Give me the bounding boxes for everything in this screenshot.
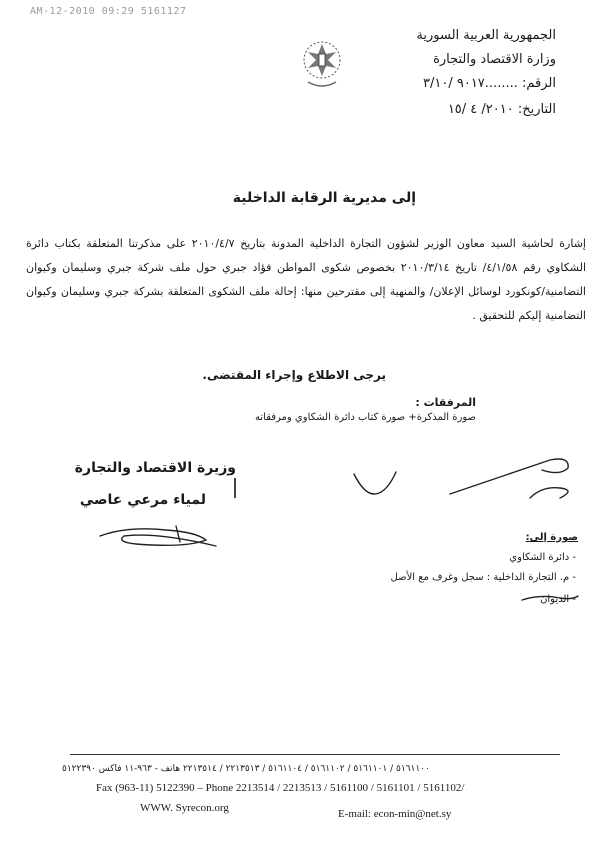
state-emblem-icon bbox=[298, 36, 346, 92]
approval-mark bbox=[350, 464, 400, 504]
footer-phones-arabic: ٥١٦١١٠٠ / ٥١٦١١٠١ / ٥١٦١١٠٢ / ٥١٦١١٠٤ / ٢٢١٣٥١٣ / ٢٢١٣٥١٤ هاتف - ٩٦٣-١١ فاكس ٥١٢٢٣٩٠ bbox=[62, 764, 430, 774]
minister-name: لمياء مرعي عاصي bbox=[79, 492, 206, 508]
copy-item: - دائرة الشكاوي bbox=[509, 552, 576, 563]
copies-label: صورة إلى: bbox=[525, 532, 578, 543]
letterhead-ministry: وزارة الاقتصاد والتجارة bbox=[433, 52, 556, 67]
body-paragraph: إشارة لحاشية السيد معاون الوزير لشؤون التجارة الداخلية المدونة بتاريخ ٢٠١٠/٤/٧ على مذكرتنا المتعلقة بكتاب دائرة الشكاوي رقم ٤/١/٥٨/ تاريخ ٢٠١٠/٣/١٤ بخصوص شكوى المواطن فؤاد جبري حول ملف شركة جبري وسليمان وكيوان التضامنية/كونكورد لوسائل الإعلان/ والمنهية إلى مقترحين منها: إحالة ملف الشكوى المتعلقة بشركة جبري وسليمان وكيوان التضامنية إليكم للتحقيق . bbox=[26, 237, 587, 322]
document-date bbox=[448, 102, 556, 117]
footer-website: WWW. Syrecon.org bbox=[140, 802, 229, 814]
ref-value: ........٩٠١٧ /٣/١٠ bbox=[423, 76, 518, 91]
copy-item: - الديوان bbox=[540, 594, 576, 605]
request-line: يرجى الاطلاع وإجراء المقتضى. bbox=[202, 368, 386, 382]
letterhead-country: الجمهورية العربية السورية bbox=[416, 28, 556, 43]
addressee: إلى مديرية الرقابة الداخلية bbox=[232, 190, 416, 206]
copy-item: - م. التجارة الداخلية : سجل وغرف مع الأصل bbox=[390, 572, 576, 583]
footer-rule bbox=[70, 754, 560, 755]
date-label: التاريخ: bbox=[517, 102, 556, 117]
date-value: ٢٠١٠/ ٤ /١٥ bbox=[447, 102, 514, 117]
attachments-label: المرفقات : bbox=[415, 396, 476, 409]
separator-mark bbox=[234, 478, 236, 498]
initial-signature bbox=[430, 454, 580, 504]
footer-email: E-mail: econ-min@net.sy bbox=[338, 808, 452, 820]
ref-label: الرقم: bbox=[522, 76, 556, 91]
minister-signature bbox=[96, 518, 226, 558]
reference-number bbox=[423, 76, 556, 91]
fax-header: AM-12-2010 09:29 5161127 bbox=[30, 6, 187, 17]
attachments-item: صورة المذكرة+ صورة كتاب دائرة الشكاوي ومرفقاته bbox=[255, 412, 476, 423]
footer-fax-phone: Fax (963-11) 5122390 – Phone 2213514 / 2213513 / 5161100 / 5161101 / 5161102/ bbox=[96, 782, 465, 794]
minister-title: وزيرة الاقتصاد والتجارة bbox=[74, 460, 236, 476]
